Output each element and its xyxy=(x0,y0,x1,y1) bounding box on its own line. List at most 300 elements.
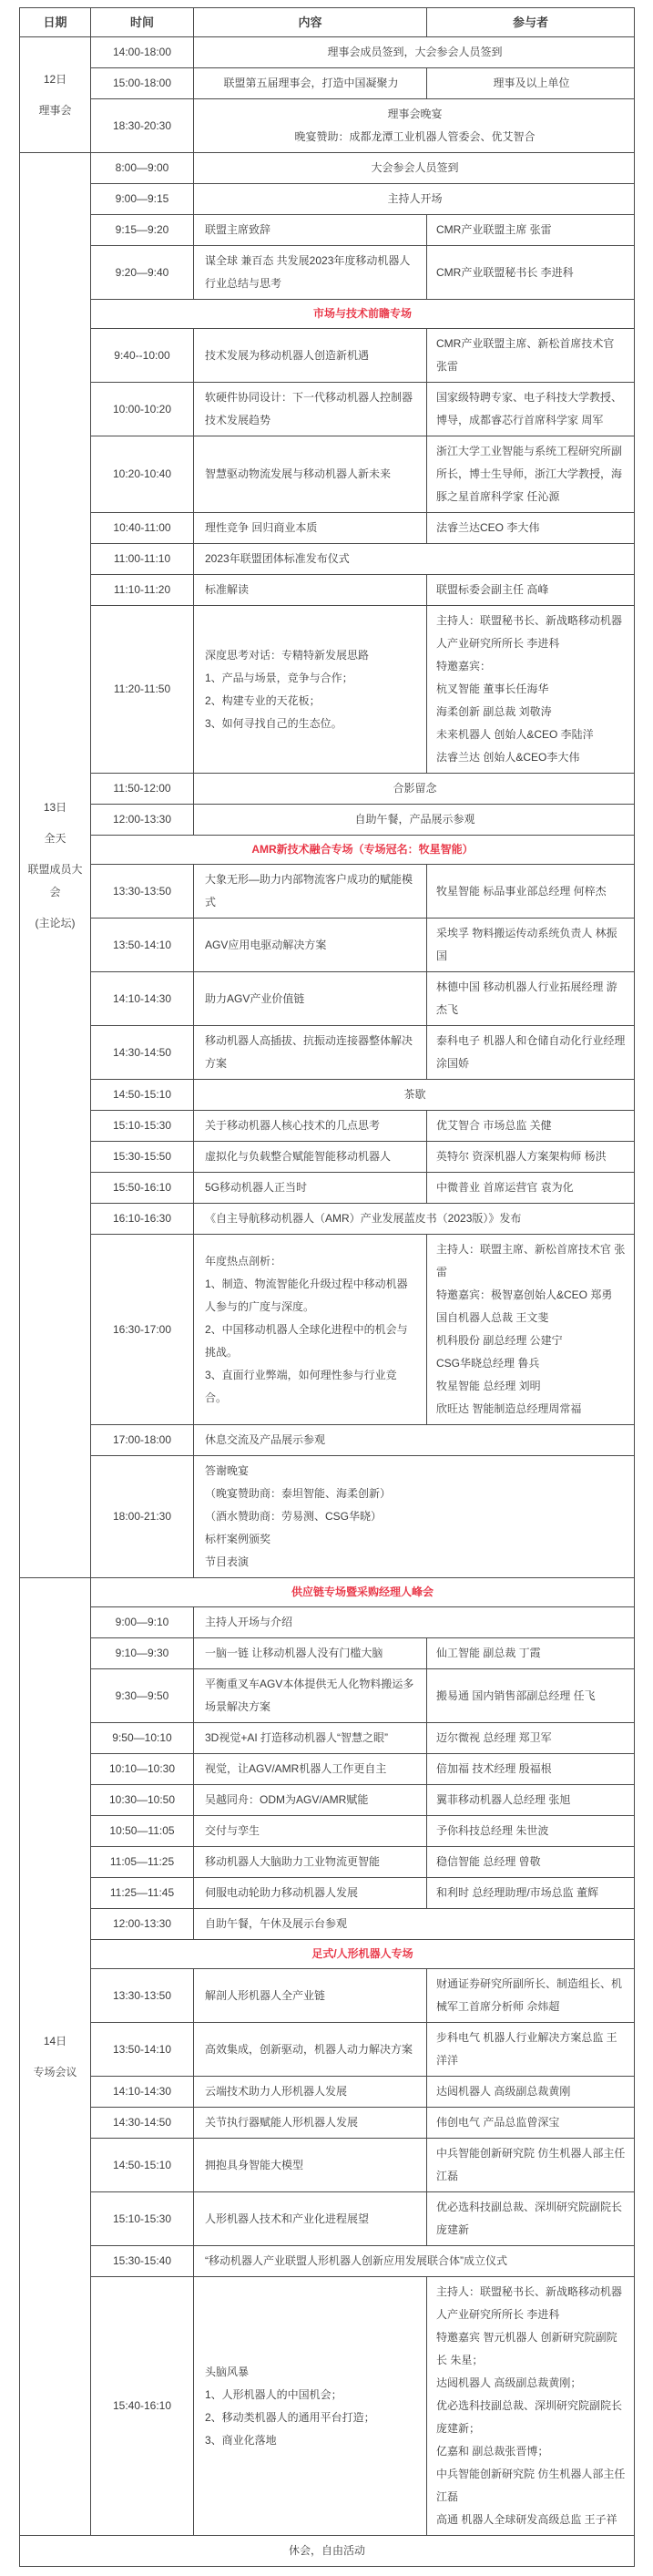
time-cell: 15:30-15:40 xyxy=(91,2246,194,2277)
text-line: 视觉，让AGV/AMR机器人工作更自主 xyxy=(205,1762,387,1775)
content-span-cell xyxy=(194,37,635,68)
text-line: 5G移动机器人正当时 xyxy=(205,1181,308,1194)
footer-cell: 休会，自由活动 xyxy=(20,2536,635,2567)
text-line: 法睿兰达 创始人&CEO李大伟 xyxy=(436,751,580,764)
participants-cell xyxy=(427,1173,635,1204)
content-span-cell xyxy=(194,1909,635,1940)
time-cell: 14:10-14:30 xyxy=(91,972,194,1026)
content-cell xyxy=(194,1235,427,1425)
table-row xyxy=(20,1878,635,1909)
table-row xyxy=(20,300,635,329)
date-cell xyxy=(20,1578,91,2536)
text-line: 大象无形—助力内部物流客户成功的赋能模式 xyxy=(205,873,413,908)
text-line: （酒水赞助商：劳易测、CSG华晓） xyxy=(205,1510,383,1523)
text-line: 2、中国移动机器人全球化进程中的机会与挑战。 xyxy=(205,1322,408,1359)
table-row xyxy=(20,972,635,1026)
content-cell xyxy=(194,215,427,246)
text-line: 亿嘉和 副总裁张晋博； xyxy=(436,2445,549,2458)
time-cell: 13:30-13:50 xyxy=(91,1969,194,2023)
text-line: 3、直面行业弊端，如何理性参与行业竞合。 xyxy=(205,1368,397,1404)
content-cell xyxy=(194,865,427,919)
text-line: 稳信智能 总经理 曾敬 xyxy=(436,1855,541,1868)
time-cell: 13:50-14:10 xyxy=(91,2023,194,2077)
footer-row xyxy=(20,2536,635,2567)
time-cell: 15:40-16:10 xyxy=(91,2277,194,2536)
content-span-cell xyxy=(194,2246,635,2277)
text-line: 国自机器人总裁 王文斐 xyxy=(436,1311,549,1324)
content-cell xyxy=(194,1878,427,1909)
text-line: CSG华晓总经理 鲁兵 xyxy=(436,1357,540,1370)
content-span-cell xyxy=(194,1456,635,1578)
table-row xyxy=(20,1909,635,1940)
text-line: “移动机器人产业联盟人形机器人创新应用发展联合体”成立仪式 xyxy=(205,2254,507,2267)
col-header-content: 内容 xyxy=(194,8,427,37)
text-line: 关于移动机器人核心技术的几点思考 xyxy=(205,1119,381,1132)
time-cell: 9:50—10:10 xyxy=(91,1723,194,1754)
content-cell xyxy=(194,1142,427,1173)
table-row xyxy=(20,153,635,184)
content-cell xyxy=(194,1723,427,1754)
text-line: 牧星智能 标品事业部总经理 何梓杰 xyxy=(436,884,607,898)
text-line: 移动机器人大脑助力工业物流更智能 xyxy=(205,1855,381,1868)
text-line: 1、人形机器人的中国机会； xyxy=(205,2387,342,2401)
content-cell xyxy=(194,1754,427,1785)
text-line: 主持人：联盟秘书长、新战略移动机器人产业研究所所长 李进科 xyxy=(436,614,623,650)
col-header-time: 时间 xyxy=(91,8,194,37)
text-line: CMR产业联盟主席 张雷 xyxy=(436,223,552,236)
content-cell xyxy=(194,68,427,99)
section-header-cell: 供应链专场暨采购经理人峰会 xyxy=(91,1578,635,1607)
text-line: 2023年联盟团体标准发布仪式 xyxy=(205,552,350,565)
date-line: (主论坛) xyxy=(35,916,76,929)
participants-cell xyxy=(427,1785,635,1816)
text-line: 机科股份 副总经理 公建宁 xyxy=(436,1334,563,1347)
participants-cell xyxy=(427,68,635,99)
text-line: 自助午餐，产品展示参观 xyxy=(354,813,475,826)
table-row xyxy=(20,2139,635,2192)
time-cell: 13:50-14:10 xyxy=(91,919,194,972)
participants-cell xyxy=(427,1669,635,1723)
participants-cell xyxy=(427,1235,635,1425)
table-row xyxy=(20,436,635,513)
date-line: 联盟成员大会 xyxy=(27,862,83,898)
text-line: AGV应用电驱动解决方案 xyxy=(205,938,327,951)
time-cell: 8:00—9:00 xyxy=(91,153,194,184)
participants-cell xyxy=(427,575,635,606)
text-line: 未来机器人 创始人&CEO 李陆洋 xyxy=(436,728,594,741)
content-cell xyxy=(194,2077,427,2108)
text-line: 理事及以上单位 xyxy=(493,77,570,89)
table-row xyxy=(20,68,635,99)
time-cell: 10:10—10:30 xyxy=(91,1754,194,1785)
text-line: 法睿兰达CEO 李大伟 xyxy=(436,521,540,534)
content-cell xyxy=(194,1969,427,2023)
text-line: 大会参会人员签到 xyxy=(371,161,459,174)
text-line: 采埃孚 物料搬运传动系统负责人 林振国 xyxy=(436,927,617,962)
text-line: 和利时 总经理助理/市场总监 董辉 xyxy=(436,1886,599,1899)
text-line: 《自主导航移动机器人（AMR）产业发展蓝皮书（2023版）》发布 xyxy=(205,1212,522,1225)
participants-cell xyxy=(427,1111,635,1142)
participants-cell xyxy=(427,1969,635,2023)
time-cell: 16:30-17:00 xyxy=(91,1235,194,1425)
time-cell: 10:40-11:00 xyxy=(91,513,194,544)
text-line: 高效集成，创新驱动，机器人动力解决方案 xyxy=(205,2042,413,2056)
text-line: 伺服电动轮助力移动机器人发展 xyxy=(205,1886,359,1899)
content-cell xyxy=(194,2108,427,2139)
content-cell xyxy=(194,513,427,544)
text-line: 步科电气 机器人行业解决方案总监 王洋洋 xyxy=(436,2031,617,2067)
text-line: 一脑一链 让移动机器人没有门槛大脑 xyxy=(205,1647,383,1659)
text-line: 迈尔微视 总经理 郑卫军 xyxy=(436,1731,552,1744)
participants-cell xyxy=(427,2023,635,2077)
time-cell: 15:00-18:00 xyxy=(91,68,194,99)
text-line: CMR产业联盟秘书长 李进科 xyxy=(436,265,574,279)
time-cell: 10:50—11:05 xyxy=(91,1816,194,1847)
text-line: 软硬件协同设计：下一代移动机器人控制器技术发展趋势 xyxy=(205,391,413,426)
table-row xyxy=(20,1847,635,1878)
text-line: 智慧驱动物流发展与移动机器人新未来 xyxy=(205,467,392,480)
text-line: 英特尔 资深机器人方案架构师 杨洪 xyxy=(436,1150,607,1163)
text-line: 标准解读 xyxy=(205,583,250,596)
time-cell: 9:00—9:15 xyxy=(91,184,194,215)
table-row xyxy=(20,1111,635,1142)
time-cell: 9:00—9:10 xyxy=(91,1607,194,1638)
text-line: 自助午餐，午休及展示台参观 xyxy=(205,1917,348,1930)
content-span-cell xyxy=(194,774,635,805)
text-line: CMR产业联盟主席、新松首席技术官 张雷 xyxy=(436,337,615,373)
time-cell: 9:10—9:30 xyxy=(91,1638,194,1669)
content-cell xyxy=(194,575,427,606)
content-cell xyxy=(194,246,427,300)
time-cell: 17:00-18:00 xyxy=(91,1425,194,1456)
text-line: 理性竞争 回归商业本质 xyxy=(205,521,318,534)
col-header-participants: 参与者 xyxy=(427,8,635,37)
content-cell xyxy=(194,972,427,1026)
table-row xyxy=(20,1578,635,1607)
text-line: 中微普业 首席运营官 袁为化 xyxy=(436,1181,574,1194)
text-line: 特邀嘉宾： xyxy=(436,660,492,672)
time-cell: 18:30-20:30 xyxy=(91,99,194,153)
table-row xyxy=(20,836,635,865)
table-row xyxy=(20,1607,635,1638)
text-line: 技术发展为移动机器人创造新机遇 xyxy=(205,348,370,362)
date-line: 专场会议 xyxy=(33,2065,77,2078)
time-cell: 10:00-10:20 xyxy=(91,383,194,436)
participants-cell xyxy=(427,972,635,1026)
text-line: 牧星智能 总经理 刘明 xyxy=(436,1380,541,1392)
time-cell: 18:00-21:30 xyxy=(91,1456,194,1578)
section-header-cell: 足式/人形机器人专场 xyxy=(91,1940,635,1969)
table-row xyxy=(20,865,635,919)
date-line: 14日 xyxy=(43,2034,67,2047)
text-line: 虚拟化与负载整合赋能智能移动机器人 xyxy=(205,1150,392,1163)
date-cell xyxy=(20,37,91,153)
participants-cell xyxy=(427,383,635,436)
content-cell xyxy=(194,2023,427,2077)
text-line: 1、产品与场景，竞争与合作； xyxy=(205,671,353,684)
content-cell xyxy=(194,606,427,774)
table-row xyxy=(20,1816,635,1847)
text-line: 倍加福 技术经理 殷福根 xyxy=(436,1762,552,1775)
table-row xyxy=(20,1425,635,1456)
participants-cell xyxy=(427,1026,635,1080)
participants-cell xyxy=(427,1754,635,1785)
text-line: 合影留念 xyxy=(393,782,437,795)
table-row xyxy=(20,2192,635,2246)
table-row xyxy=(20,99,635,153)
time-cell: 11:00-11:10 xyxy=(91,544,194,575)
section-header-cell: 市场与技术前瞻专场 xyxy=(91,300,635,329)
participants-cell xyxy=(427,2108,635,2139)
content-cell xyxy=(194,1785,427,1816)
text-line: 人形机器人技术和产业化进程展望 xyxy=(205,2212,370,2225)
time-cell: 9:30—9:50 xyxy=(91,1669,194,1723)
table-row xyxy=(20,215,635,246)
content-span-cell xyxy=(194,1204,635,1235)
text-line: 2、构建专业的天花板； xyxy=(205,693,321,707)
time-cell: 16:10-16:30 xyxy=(91,1204,194,1235)
participants-cell xyxy=(427,1638,635,1669)
text-line: 答谢晚宴 xyxy=(205,1464,250,1477)
text-line: 节目表演 xyxy=(205,1555,250,1568)
table-row xyxy=(20,1204,635,1235)
text-line: 优必选科技副总裁、深圳研究院副院长 庞建新 xyxy=(436,2201,623,2236)
text-line: 主持人：联盟秘书长、新战略移动机器人产业研究所所长 李进科 xyxy=(436,2285,623,2321)
time-cell: 14:50-15:10 xyxy=(91,2139,194,2192)
text-line: 高通 机器人全球研发高级总监 王子祥 xyxy=(436,2513,617,2526)
text-line: 2、移动类机器人的通用平台打造； xyxy=(205,2410,375,2424)
date-line: 理事会 xyxy=(38,103,72,117)
time-cell: 14:00-18:00 xyxy=(91,37,194,68)
content-cell xyxy=(194,2277,427,2536)
table-row xyxy=(20,2077,635,2108)
participants-cell xyxy=(427,329,635,383)
table-row xyxy=(20,383,635,436)
text-line: 1、制造、物流智能化升级过程中移动机器人参与的广度与深度。 xyxy=(205,1277,408,1313)
participants-cell xyxy=(427,1816,635,1847)
content-cell xyxy=(194,436,427,513)
table-row xyxy=(20,606,635,774)
text-line: 茶歇 xyxy=(403,1088,426,1101)
table-row xyxy=(20,1456,635,1578)
participants-cell xyxy=(427,2139,635,2192)
time-cell: 14:50-15:10 xyxy=(91,1080,194,1111)
table-row xyxy=(20,1173,635,1204)
text-line: 优必选科技副总裁、深圳研究院副院长 庞建新； xyxy=(436,2399,623,2435)
text-line: 解剖人形机器人全产业链 xyxy=(205,1988,326,2002)
text-line: （晚宴赞助商：泰坦智能、海柔创新） xyxy=(205,1487,392,1500)
participants-cell xyxy=(427,513,635,544)
col-header-date: 日期 xyxy=(20,8,91,37)
content-span-cell xyxy=(194,99,635,153)
participants-cell xyxy=(427,1142,635,1173)
content-cell xyxy=(194,1026,427,1080)
text-line: 平衡重叉车AGV本体提供无人化物料搬运多场景解决方案 xyxy=(205,1678,414,1713)
content-span-cell xyxy=(194,544,635,575)
text-line: 达闼机器人 高级副总裁黄刚； xyxy=(436,2376,582,2389)
time-cell: 9:40--10:00 xyxy=(91,329,194,383)
participants-cell xyxy=(427,865,635,919)
table-row xyxy=(20,774,635,805)
text-line: 浙江大学工业智能与系统工程研究所副所长，博士生导师，浙江大学教授，海豚之星首席科学家 任沁源 xyxy=(436,445,623,503)
table-row xyxy=(20,1785,635,1816)
table-row xyxy=(20,2108,635,2139)
content-cell xyxy=(194,383,427,436)
time-cell: 11:05—11:25 xyxy=(91,1847,194,1878)
text-line: 晚宴赞助：成都龙潭工业机器人管委会、优艾智合 xyxy=(294,130,536,143)
table-row xyxy=(20,1940,635,1969)
participants-cell xyxy=(427,1878,635,1909)
text-line: 海柔创新 副总裁 刘敬涛 xyxy=(436,705,552,718)
text-line: 联盟标委会副主任 高峰 xyxy=(436,583,549,596)
text-line: 欣旺达 智能制造总经理周常福 xyxy=(436,1402,582,1415)
table-row xyxy=(20,513,635,544)
time-cell: 15:30-15:50 xyxy=(91,1142,194,1173)
table-row xyxy=(20,1235,635,1425)
text-line: 主持人开场与介绍 xyxy=(205,1616,293,1628)
time-cell: 11:25—11:45 xyxy=(91,1878,194,1909)
agenda-page xyxy=(19,7,634,2567)
content-span-cell xyxy=(194,1080,635,1111)
text-line: 优艾智合 市场总监 关健 xyxy=(436,1119,552,1132)
text-line: 联盟第五届理事会，打造中国凝聚力 xyxy=(223,77,399,89)
time-cell: 10:20-10:40 xyxy=(91,436,194,513)
text-line: 主持人：联盟主席、新松首席技术官 张雷 xyxy=(436,1243,626,1278)
text-line: 深度思考对话：专精特新发展思路 xyxy=(205,648,370,662)
table-row xyxy=(20,1638,635,1669)
date-cell xyxy=(20,153,91,1578)
participants-cell xyxy=(427,2277,635,2536)
text-line: 林德中国 移动机器人行业拓展经理 游杰飞 xyxy=(436,980,617,1016)
time-cell: 12:00-13:30 xyxy=(91,805,194,836)
time-cell: 11:50-12:00 xyxy=(91,774,194,805)
table-row xyxy=(20,2277,635,2536)
date-line: 13日 xyxy=(43,800,67,814)
agenda-table xyxy=(19,7,635,2567)
participants-cell xyxy=(427,919,635,972)
content-cell xyxy=(194,2139,427,2192)
time-cell: 13:30-13:50 xyxy=(91,865,194,919)
table-row xyxy=(20,1969,635,2023)
table-row xyxy=(20,2246,635,2277)
table-row xyxy=(20,2023,635,2077)
text-line: 拥抱具身智能大模型 xyxy=(205,2158,304,2171)
table-row xyxy=(20,1142,635,1173)
text-line: 中兵智能创新研究院 仿生机器人部主任江磊 xyxy=(436,2147,626,2182)
section-header-cell: AMR新技术融合专场（专场冠名：牧星智能） xyxy=(91,836,635,865)
table-row xyxy=(20,37,635,68)
table-row xyxy=(20,1026,635,1080)
content-cell xyxy=(194,1638,427,1669)
content-span-cell xyxy=(194,1607,635,1638)
date-line: 全天 xyxy=(44,831,66,845)
time-cell: 15:10-15:30 xyxy=(91,2192,194,2246)
text-line: 交付与孪生 xyxy=(205,1824,260,1837)
participants-cell xyxy=(427,246,635,300)
content-span-cell xyxy=(194,1425,635,1456)
text-line: 3D视觉+AI 打造移动机器人“智慧之眼” xyxy=(205,1731,389,1744)
time-cell: 15:10-15:30 xyxy=(91,1111,194,1142)
text-line: 特邀嘉宾：极智嘉创始人&CEO 郑勇 xyxy=(436,1288,613,1301)
text-line: 予你科技总经理 朱世波 xyxy=(436,1824,549,1837)
text-line: 理事会成员签到，大会参会人员签到 xyxy=(327,46,503,58)
text-line: 达闼机器人 高级副总裁黄刚 xyxy=(436,2085,571,2098)
participants-cell xyxy=(427,436,635,513)
table-row xyxy=(20,919,635,972)
text-line: 3、商业化落地 xyxy=(205,2433,277,2447)
text-line: 助力AGV产业价值链 xyxy=(205,991,305,1005)
table-row xyxy=(20,805,635,836)
content-cell xyxy=(194,2192,427,2246)
text-line: 云端技术助力人形机器人发展 xyxy=(205,2085,348,2098)
table-row xyxy=(20,544,635,575)
text-line: 特邀嘉宾 智元机器人 创新研究院副院长 朱星； xyxy=(436,2331,617,2366)
content-cell xyxy=(194,329,427,383)
content-cell xyxy=(194,1816,427,1847)
table-row xyxy=(20,1669,635,1723)
text-line: 关节执行器赋能人形机器人发展 xyxy=(205,2116,359,2129)
time-cell: 12:00-13:30 xyxy=(91,1909,194,1940)
date-line: 12日 xyxy=(43,72,67,86)
header-row xyxy=(20,8,635,37)
time-cell: 14:30-14:50 xyxy=(91,2108,194,2139)
content-cell xyxy=(194,1173,427,1204)
participants-cell xyxy=(427,215,635,246)
participants-cell xyxy=(427,1723,635,1754)
time-cell: 9:20—9:40 xyxy=(91,246,194,300)
participants-cell xyxy=(427,1847,635,1878)
time-cell: 11:10-11:20 xyxy=(91,575,194,606)
text-line: 吴越同舟：ODM为AGV/AMR赋能 xyxy=(205,1793,369,1806)
text-line: 财通证券研究所副所长、制造组长、机械军工首席分析师 佘炜超 xyxy=(436,1977,623,2013)
content-span-cell xyxy=(194,153,635,184)
text-line: 仙工智能 副总裁 丁霞 xyxy=(436,1647,541,1659)
time-cell: 11:20-11:50 xyxy=(91,606,194,774)
table-row xyxy=(20,329,635,383)
text-line: 杭叉智能 董事长任海华 xyxy=(436,682,549,695)
participants-cell xyxy=(427,606,635,774)
text-line: 搬易通 国内销售部副总经理 任飞 xyxy=(436,1688,596,1702)
table-row xyxy=(20,1723,635,1754)
text-line: 联盟主席致辞 xyxy=(205,223,271,236)
text-line: 休息交流及产品展示参观 xyxy=(205,1433,326,1446)
content-cell xyxy=(194,1847,427,1878)
participants-cell xyxy=(427,2192,635,2246)
time-cell: 14:10-14:30 xyxy=(91,2077,194,2108)
text-line: 泰科电子 机器人和仓储自动化行业经理 涂国娇 xyxy=(436,1034,626,1070)
text-line: 中兵智能创新研究院 仿生机器人部主任江磊 xyxy=(436,2468,626,2503)
text-line: 头脑风暴 xyxy=(205,2365,250,2378)
time-cell: 10:30—10:50 xyxy=(91,1785,194,1816)
text-line: 年度热点剖析： xyxy=(205,1254,282,1267)
time-cell: 14:30-14:50 xyxy=(91,1026,194,1080)
text-line: 移动机器人高插拔、抗振动连接器整体解决方案 xyxy=(205,1034,413,1070)
content-cell xyxy=(194,1111,427,1142)
content-span-cell xyxy=(194,805,635,836)
table-row xyxy=(20,184,635,215)
text-line: 主持人开场 xyxy=(387,192,443,205)
text-line: 3、如何寻找自己的生态位。 xyxy=(205,716,342,730)
table-row xyxy=(20,1754,635,1785)
table-row xyxy=(20,575,635,606)
time-cell: 15:50-16:10 xyxy=(91,1173,194,1204)
text-line: 伟创电气 产品总监曾深宝 xyxy=(436,2116,560,2129)
text-line: 理事会晚宴 xyxy=(387,108,443,120)
text-line: 谋全球 兼百态 共发展2023年度移动机器人行业总结与思考 xyxy=(205,254,411,290)
table-row xyxy=(20,1080,635,1111)
content-span-cell xyxy=(194,184,635,215)
content-cell xyxy=(194,919,427,972)
